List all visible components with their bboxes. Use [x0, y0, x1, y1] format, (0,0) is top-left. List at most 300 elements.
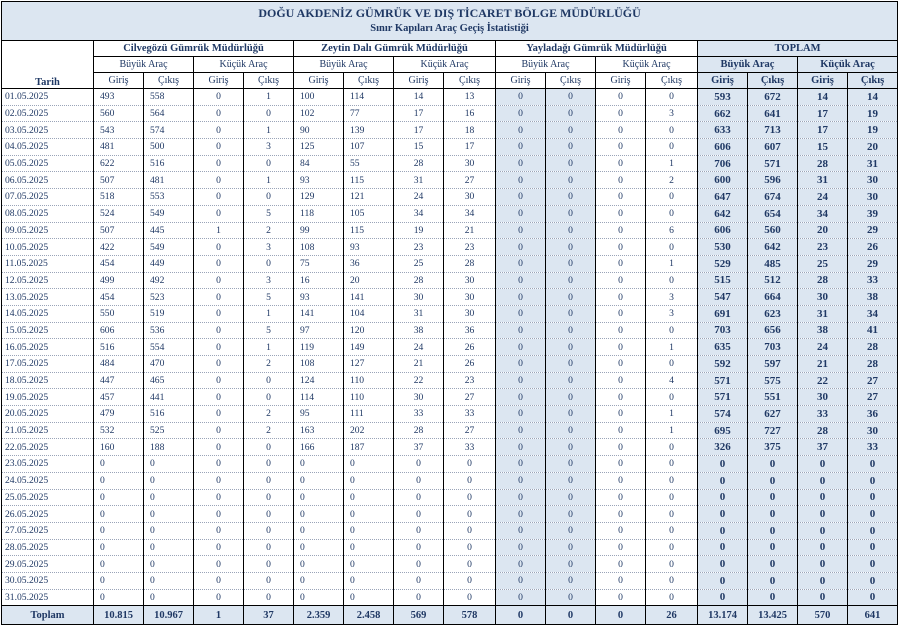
table-cell: 0: [394, 489, 444, 506]
table-cell: 516: [94, 339, 144, 356]
table-cell: 592: [698, 356, 748, 373]
table-cell: 0: [496, 522, 546, 539]
table-cell: 16: [294, 272, 344, 289]
table-cell: 1: [244, 339, 294, 356]
table-cell: 0: [496, 189, 546, 206]
table-cell: 623: [748, 305, 798, 322]
table-cell: 19: [394, 222, 444, 239]
table-cell: 0: [496, 255, 546, 272]
table-cell: 24: [394, 189, 444, 206]
table-cell: 1: [244, 122, 294, 139]
cilvegozu-small-exit-header: Çıkış: [244, 73, 294, 89]
table-cell: 560: [94, 105, 144, 122]
table-cell: 141: [344, 289, 394, 306]
cilvegozu-big-entry-header: Giriş: [94, 73, 144, 89]
table-cell: 0: [194, 422, 244, 439]
table-cell: 0: [496, 472, 546, 489]
table-cell: 33: [444, 439, 496, 456]
table-cell: 493: [94, 89, 144, 106]
table-cell: 34: [798, 205, 848, 222]
table-cell: 33: [798, 406, 848, 423]
table-cell: 38: [394, 322, 444, 339]
table-cell: 0: [798, 472, 848, 489]
table-cell: 0: [748, 522, 798, 539]
table-cell: 160: [94, 439, 144, 456]
table-cell: 22: [798, 372, 848, 389]
table-cell: 0: [546, 356, 596, 373]
table-cell: 0: [646, 122, 698, 139]
table-cell: 0: [848, 572, 898, 589]
yayladagi-big-exit-header: Çıkış: [546, 73, 596, 89]
table-cell: 31: [394, 305, 444, 322]
table-cell: 0: [546, 239, 596, 256]
row-date: 17.05.2025: [2, 356, 94, 373]
table-row: [2, 222, 898, 239]
table-cell: 0: [596, 222, 646, 239]
table-cell: 0: [294, 456, 344, 473]
table-cell: 0: [194, 289, 244, 306]
table-cell: 22: [394, 372, 444, 389]
table-cell: 0: [596, 406, 646, 423]
table-cell: 30: [798, 389, 848, 406]
table-cell: 36: [344, 255, 394, 272]
table-cell: 0: [646, 239, 698, 256]
table-cell: 23: [394, 239, 444, 256]
row-date: 22.05.2025: [2, 439, 94, 456]
table-cell: 0: [244, 556, 294, 573]
table-cell: 0: [596, 522, 646, 539]
table-cell: 445: [144, 222, 194, 239]
table-cell: 0: [194, 255, 244, 272]
table-cell: 30: [394, 389, 444, 406]
table-cell: 0: [748, 489, 798, 506]
table-cell: 0: [596, 89, 646, 106]
table-cell: 202: [344, 422, 394, 439]
table-row: [2, 439, 898, 456]
table-cell: 0: [194, 389, 244, 406]
table-cell: 0: [596, 472, 646, 489]
table-cell: 0: [748, 572, 798, 589]
table-cell: 0: [444, 489, 496, 506]
table-cell: 0: [698, 556, 748, 573]
table-cell: 33: [394, 406, 444, 423]
table-cell: 641: [748, 105, 798, 122]
table-cell: 0: [646, 539, 698, 556]
table-row: [2, 389, 898, 406]
table-cell: 0: [546, 89, 596, 106]
table-cell: 672: [748, 89, 798, 106]
table-cell: 553: [144, 189, 194, 206]
table-cell: 125: [294, 139, 344, 156]
table-cell: 529: [698, 255, 748, 272]
table-cell: 0: [496, 222, 546, 239]
row-date: 31.05.2025: [2, 589, 94, 606]
table-cell: 479: [94, 406, 144, 423]
report-header: [2, 2, 898, 41]
table-cell: 0: [496, 339, 546, 356]
table-cell: 30: [848, 189, 898, 206]
table-cell: 28: [798, 422, 848, 439]
table-cell: 0: [244, 105, 294, 122]
row-date: 01.05.2025: [2, 89, 94, 106]
table-cell: 0: [698, 472, 748, 489]
table-cell: 127: [344, 356, 394, 373]
table-cell: 17: [798, 105, 848, 122]
table-cell: 0: [496, 289, 546, 306]
report-title: DOĞU AKDENİZ GÜMRÜK VE DIŞ TİCARET BÖLGE MÜDÜRLÜĞÜ: [258, 6, 641, 20]
table-cell: 0: [144, 572, 194, 589]
table-cell: 121: [344, 189, 394, 206]
table-cell: 0: [596, 139, 646, 156]
table-cell: 0: [194, 155, 244, 172]
table-cell: 519: [144, 305, 194, 322]
table-cell: 28: [394, 422, 444, 439]
table-cell: 627: [748, 406, 798, 423]
table-cell: 0: [698, 489, 748, 506]
yayladagi-small-vehicle-header: Küçük Araç: [596, 57, 698, 73]
table-cell: 0: [848, 556, 898, 573]
table-cell: 0: [748, 539, 798, 556]
total-cell: 2.359: [294, 606, 344, 625]
table-cell: 34: [394, 205, 444, 222]
table-cell: 4: [646, 372, 698, 389]
table-cell: 662: [698, 105, 748, 122]
row-date: 07.05.2025: [2, 189, 94, 206]
table-cell: 24: [798, 189, 848, 206]
table-cell: 93: [294, 172, 344, 189]
table-cell: 0: [194, 305, 244, 322]
table-cell: 84: [294, 155, 344, 172]
table-row: [2, 472, 898, 489]
table-cell: 554: [144, 339, 194, 356]
table-cell: 571: [698, 372, 748, 389]
table-cell: 114: [344, 89, 394, 106]
table-cell: 19: [848, 122, 898, 139]
row-date: 16.05.2025: [2, 339, 94, 356]
table-cell: 0: [496, 572, 546, 589]
table-cell: 0: [546, 339, 596, 356]
total-small-vehicle-header: Küçük Araç: [798, 57, 898, 73]
table-cell: 0: [194, 456, 244, 473]
table-cell: 0: [546, 522, 596, 539]
table-row: [2, 372, 898, 389]
row-date: 20.05.2025: [2, 406, 94, 423]
total-cell: 2.458: [344, 606, 394, 625]
table-cell: 0: [244, 389, 294, 406]
table-cell: 27: [848, 372, 898, 389]
table-cell: 0: [496, 105, 546, 122]
table-cell: 0: [646, 506, 698, 523]
row-date: 29.05.2025: [2, 556, 94, 573]
table-cell: 0: [596, 122, 646, 139]
table-cell: 0: [546, 406, 596, 423]
table-cell: 31: [798, 305, 848, 322]
table-cell: 0: [546, 506, 596, 523]
table-cell: 14: [798, 89, 848, 106]
table-cell: 0: [596, 572, 646, 589]
total-cell: 10.815: [94, 606, 144, 625]
table-cell: 28: [394, 272, 444, 289]
table-row: [2, 489, 898, 506]
zeytin-dali-big-exit-header: Çıkış: [344, 73, 394, 89]
table-cell: 0: [546, 222, 596, 239]
yayladagi-big-entry-header: Giriş: [496, 73, 546, 89]
table-cell: 525: [144, 422, 194, 439]
table-cell: 0: [546, 205, 596, 222]
row-date: 28.05.2025: [2, 539, 94, 556]
table-cell: 105: [344, 205, 394, 222]
table-cell: 0: [496, 89, 546, 106]
table-cell: 0: [546, 322, 596, 339]
table-cell: 0: [496, 239, 546, 256]
table-cell: 0: [344, 539, 394, 556]
table-cell: 21: [394, 356, 444, 373]
table-row: [2, 572, 898, 589]
table-cell: 33: [848, 439, 898, 456]
table-cell: 0: [496, 422, 546, 439]
total-cell: 0: [596, 606, 646, 625]
row-date: 04.05.2025: [2, 139, 94, 156]
zeytin-dali-small-entry-header: Giriş: [394, 73, 444, 89]
table-row: [2, 189, 898, 206]
table-cell: 166: [294, 439, 344, 456]
table-cell: 0: [546, 456, 596, 473]
table-cell: 0: [546, 289, 596, 306]
table-row: [2, 556, 898, 573]
row-date: 06.05.2025: [2, 172, 94, 189]
table-cell: 0: [344, 556, 394, 573]
table-cell: 0: [646, 189, 698, 206]
table-cell: 0: [444, 539, 496, 556]
table-cell: 0: [496, 439, 546, 456]
table-cell: 422: [94, 239, 144, 256]
table-cell: 536: [144, 322, 194, 339]
table-cell: 642: [698, 205, 748, 222]
table-cell: 33: [444, 406, 496, 423]
table-cell: 0: [546, 389, 596, 406]
table-cell: 0: [194, 105, 244, 122]
table-cell: 0: [798, 539, 848, 556]
table-cell: 0: [798, 506, 848, 523]
table-cell: 0: [94, 506, 144, 523]
table-cell: 0: [596, 556, 646, 573]
totals-label: Toplam: [2, 606, 94, 625]
table-cell: 110: [344, 372, 394, 389]
table-cell: 115: [344, 222, 394, 239]
table-cell: 0: [496, 205, 546, 222]
table-cell: 0: [546, 189, 596, 206]
table-cell: 28: [444, 255, 496, 272]
table-cell: 507: [94, 172, 144, 189]
table-cell: 622: [94, 155, 144, 172]
table-cell: 481: [144, 172, 194, 189]
table-cell: 1: [646, 339, 698, 356]
statistics-sheet: [1, 1, 897, 625]
table-cell: 0: [144, 522, 194, 539]
table-cell: 0: [496, 556, 546, 573]
total-cell: 570: [798, 606, 848, 625]
table-cell: 0: [698, 456, 748, 473]
table-cell: 0: [194, 522, 244, 539]
table-cell: 0: [596, 439, 646, 456]
table-cell: 454: [94, 289, 144, 306]
table-cell: 0: [344, 572, 394, 589]
table-cell: 163: [294, 422, 344, 439]
table-cell: 104: [344, 305, 394, 322]
table-cell: 19: [848, 105, 898, 122]
table-cell: 0: [244, 255, 294, 272]
table-cell: 27: [444, 422, 496, 439]
table-cell: 129: [294, 189, 344, 206]
table-cell: 30: [444, 155, 496, 172]
table-cell: 0: [496, 155, 546, 172]
table-cell: 27: [444, 172, 496, 189]
table-cell: 0: [798, 522, 848, 539]
table-row: [2, 522, 898, 539]
table-cell: 0: [698, 572, 748, 589]
cilvegozu-big-exit-header: Çıkış: [144, 73, 194, 89]
table-cell: 695: [698, 422, 748, 439]
table-cell: 0: [144, 472, 194, 489]
row-date: 10.05.2025: [2, 239, 94, 256]
table-cell: 17: [444, 139, 496, 156]
table-cell: 0: [496, 389, 546, 406]
table-cell: 0: [496, 272, 546, 289]
table-cell: 1: [244, 89, 294, 106]
table-cell: 0: [294, 539, 344, 556]
table-cell: 0: [94, 572, 144, 589]
total-cell: 578: [444, 606, 496, 625]
table-row: [2, 272, 898, 289]
total-small-exit-header: Çıkış: [848, 73, 898, 89]
cilvegozu-big-vehicle-header: Büyük Araç: [94, 57, 194, 73]
table-cell: 0: [294, 522, 344, 539]
table-cell: 0: [194, 272, 244, 289]
table-row: [2, 456, 898, 473]
table-cell: 558: [144, 89, 194, 106]
table-cell: 524: [94, 205, 144, 222]
table-cell: 470: [144, 356, 194, 373]
row-date: 03.05.2025: [2, 122, 94, 139]
table-cell: 654: [748, 205, 798, 222]
table-row: [2, 589, 898, 606]
table-row: [2, 406, 898, 423]
table-cell: 90: [294, 122, 344, 139]
table-cell: 0: [394, 506, 444, 523]
table-cell: 549: [144, 205, 194, 222]
table-cell: 15: [394, 139, 444, 156]
table-cell: 1: [646, 255, 698, 272]
vehicle-crossing-table: [1, 1, 898, 625]
table-cell: 0: [194, 172, 244, 189]
table-cell: 31: [798, 172, 848, 189]
table-cell: 0: [646, 439, 698, 456]
table-cell: 0: [394, 556, 444, 573]
table-cell: 0: [144, 456, 194, 473]
table-cell: 0: [546, 589, 596, 606]
table-cell: 0: [394, 589, 444, 606]
table-cell: 108: [294, 239, 344, 256]
table-cell: 0: [496, 172, 546, 189]
table-cell: 0: [194, 589, 244, 606]
table-cell: 642: [748, 239, 798, 256]
table-cell: 0: [94, 589, 144, 606]
table-cell: 0: [194, 122, 244, 139]
table-cell: 571: [698, 389, 748, 406]
table-cell: 0: [646, 522, 698, 539]
row-date: 27.05.2025: [2, 522, 94, 539]
row-date: 08.05.2025: [2, 205, 94, 222]
table-cell: 647: [698, 189, 748, 206]
table-cell: 0: [194, 89, 244, 106]
table-cell: 30: [848, 422, 898, 439]
table-cell: 0: [646, 356, 698, 373]
table-cell: 36: [444, 322, 496, 339]
table-cell: 0: [194, 372, 244, 389]
table-row: [2, 322, 898, 339]
table-cell: 0: [244, 506, 294, 523]
table-cell: 29: [848, 222, 898, 239]
table-cell: 100: [294, 89, 344, 106]
table-cell: 0: [596, 456, 646, 473]
table-cell: 29: [848, 255, 898, 272]
table-cell: 0: [344, 489, 394, 506]
table-cell: 0: [546, 172, 596, 189]
table-cell: 0: [94, 522, 144, 539]
table-cell: 597: [748, 356, 798, 373]
table-cell: 0: [194, 439, 244, 456]
table-cell: 1: [646, 422, 698, 439]
table-cell: 30: [444, 189, 496, 206]
table-cell: 607: [748, 139, 798, 156]
table-cell: 3: [646, 105, 698, 122]
table-cell: 0: [444, 572, 496, 589]
table-cell: 0: [646, 322, 698, 339]
table-cell: 55: [344, 155, 394, 172]
table-row: [2, 255, 898, 272]
total-header: TOPLAM: [698, 41, 898, 57]
table-cell: 0: [94, 556, 144, 573]
table-cell: 0: [646, 89, 698, 106]
table-cell: 0: [646, 389, 698, 406]
table-cell: 39: [848, 205, 898, 222]
table-cell: 0: [194, 489, 244, 506]
table-cell: 0: [194, 556, 244, 573]
table-cell: 0: [698, 506, 748, 523]
table-cell: 703: [748, 339, 798, 356]
table-cell: 120: [344, 322, 394, 339]
table-cell: 0: [546, 272, 596, 289]
table-cell: 0: [194, 189, 244, 206]
table-cell: 0: [244, 439, 294, 456]
table-cell: 0: [444, 522, 496, 539]
table-cell: 0: [646, 456, 698, 473]
table-cell: 0: [194, 356, 244, 373]
table-cell: 0: [144, 539, 194, 556]
table-cell: 606: [698, 222, 748, 239]
table-cell: 124: [294, 372, 344, 389]
table-cell: 14: [848, 89, 898, 106]
table-cell: 108: [294, 356, 344, 373]
table-cell: 13: [444, 89, 496, 106]
table-cell: 34: [848, 305, 898, 322]
table-cell: 0: [294, 489, 344, 506]
table-cell: 75: [294, 255, 344, 272]
table-cell: 0: [496, 539, 546, 556]
table-cell: 664: [748, 289, 798, 306]
table-cell: 0: [496, 406, 546, 423]
table-cell: 0: [546, 472, 596, 489]
